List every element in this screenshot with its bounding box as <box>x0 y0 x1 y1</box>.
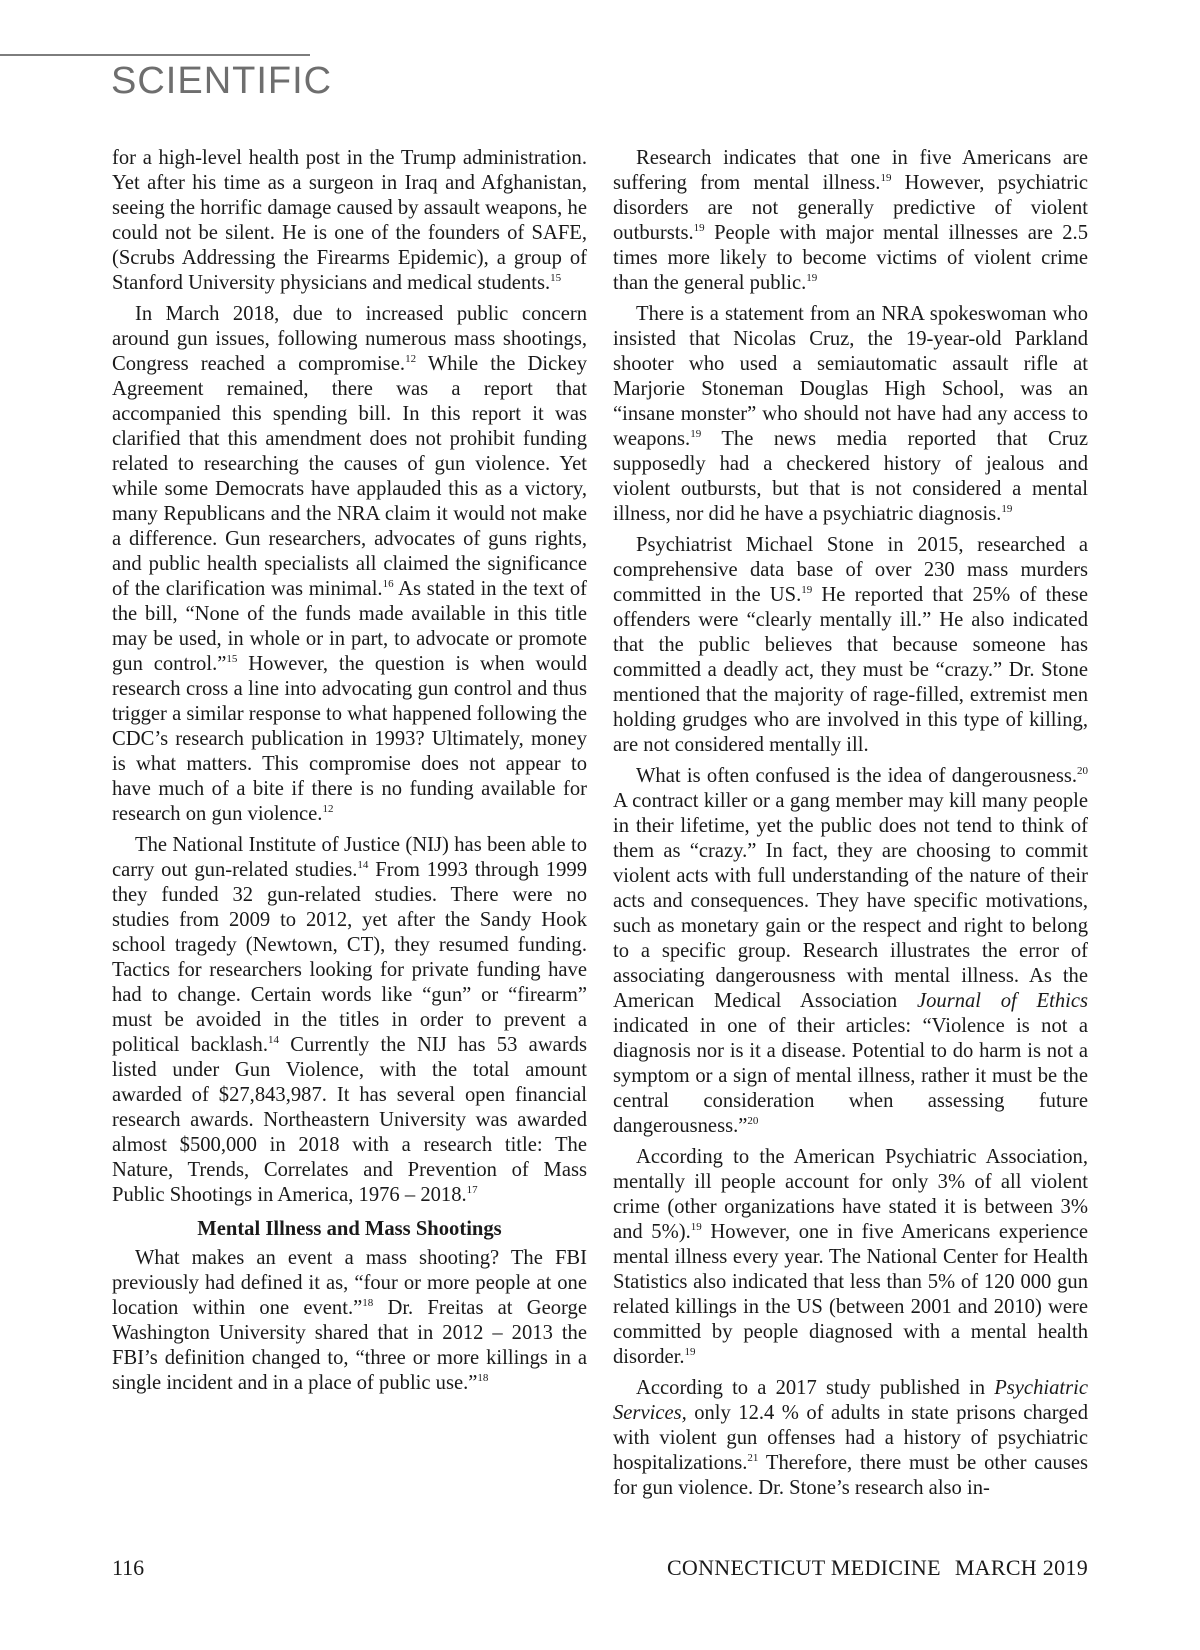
paragraph: What makes an event a mass shooting? The FBI previously had defined it as, “four or more people at one location within one event.”$^{18}$ Dr. Freitas at George Washington University shared that in 2012 – 2013 the FBI’s definition changed to, “three or more killings in a single incident and in a place of public use.”$^{18}$ <box>112 1247 587 1394</box>
citation[interactable]: 16 <box>382 578 394 591</box>
paragraph: Research indicates that one in five Americans are suffering from mental illness.$^{19}$ However, psychiatric disorders are not generally predictive of violent outbursts.$^{19}$ People with major mental illnesses are 2.5 times more likely to become victims of violent crime than the general public.$^{19}$ <box>613 147 1088 294</box>
journal-title: Psychiatric Services, <box>613 1377 1088 1424</box>
paragraph: According to the American Psychiatric Association, mentally ill people account for only 3% of all violent crime (other organizations have stated it is between 3% and 5%).$^{19}$ However, one in five Americans experience mental illness every year. The National Center for Health Statistics also indicated that less than 5% of 120 000 gun related killings in the US (between 2001 and 2010) were committed by people diagnosed with a mental health disorder.$^{19}$ <box>613 1146 1088 1368</box>
paragraph: There is a statement from an NRA spokeswoman who insisted that Nicolas Cruz, the 19-year-old Parkland shooter who used a semiautomatic assault rifle at Marjorie Stoneman Douglas High School, was an “insane monster” who should not have had any access to weapons.$^{19}$ The news media reported that Cruz supposedly had a checkered history of jealous and violent outbursts, but that is not considered a mental illness, nor did he have a psychiatric diagnosis.$^{19}$ <box>613 303 1088 525</box>
citation[interactable]: 19 <box>801 584 813 597</box>
paragraph: What is often confused is the idea of dangerousness.$^{20}$ A contract killer or a gang member may kill many people in their lifetime, yet the public does not tend to think of them as “crazy.” In fact, they are choosing to commit violent acts with full understanding of the nature of their acts and consequences. They have specific motivations, such as monetary gain or the respect and right to belong to a specific group. Research illustrates the error of associating dangerousness with mental illness. As the American Medical Association Journal of Ethics indicated in one of their articles: “Violence is not a diagnosis nor is it a disease. Potential to do harm is not a symptom or a sign of mental illness, rather it must be the central consideration when assessing future dangerousness.”$^{20}$ <box>613 765 1088 1137</box>
page-number: 116 <box>112 1555 145 1580</box>
section-label: SCIENTIFIC <box>111 60 333 102</box>
citation[interactable]: 19 <box>880 172 892 185</box>
citation[interactable]: 15 <box>550 272 562 285</box>
citation[interactable]: 19 <box>806 272 818 285</box>
citation[interactable]: 12 <box>405 353 417 366</box>
citation[interactable]: 19 <box>690 1221 702 1234</box>
paragraph: for a high-level health post in the Trump administration. Yet after his time as a surgeon in Iraq and Afghanistan, seeing the horrific damage caused by assault weapons, he could not be silent. He is one of the founders of SAFE, (Scrubs Addressing the Firearms Epidemic), a group of Stanford University physicians and medical students.$^{15}$ <box>112 147 587 294</box>
section-divider <box>0 54 310 56</box>
left-column <box>112 146 587 1402</box>
citation[interactable]: 20 <box>1077 765 1088 778</box>
citation[interactable]: 19 <box>690 428 702 441</box>
right-column <box>613 146 1088 1507</box>
citation[interactable]: 12 <box>322 803 334 816</box>
citation[interactable]: 19 <box>1001 503 1013 516</box>
citation[interactable]: 21 <box>747 1452 759 1465</box>
paragraph: The National Institute of Justice (NIJ) has been able to carry out gun-related studies.$^{14}$ From 1993 through 1999 they funded 32 gun-related studies. There were no studies from 2009 to 2012, yet after the Sandy Hook school tragedy (Newtown, CT), they resumed funding. Tactics for researchers looking for private funding have had to change. Certain words like “gun” or “firearm” must be avoided in the titles in order to prevent a political backlash.$^{14}$ Currently the NIJ has 53 awards listed under Gun Violence, with the total amount awarded of $27,843,987. It has several open financial research awards. Northeastern University was awarded almost $500,000 in 2018 with a research title: The Nature, Trends, Correlates and Prevention of Mass Public Shootings in America, 1976 – 2018.17 <box>112 834 587 1206</box>
journal-title: Journal of Ethics <box>916 990 1088 1012</box>
citation[interactable]: 20 <box>747 1115 759 1128</box>
section-heading: Mental Illness and Mass Shootings <box>197 1218 502 1240</box>
citation[interactable]: 19 <box>693 222 705 235</box>
citation[interactable]: 19 <box>684 1346 696 1359</box>
citation[interactable]: 14 <box>267 1034 279 1047</box>
citation[interactable]: 18 <box>362 1297 374 1310</box>
citation[interactable]: 14 <box>357 859 369 872</box>
citation[interactable]: 18 <box>477 1372 489 1385</box>
running-footer <box>667 1554 1088 1582</box>
citation[interactable]: 17 <box>466 1184 478 1197</box>
issue-date: MARCH 2019 <box>954 1555 1088 1580</box>
paragraph: Psychiatrist Michael Stone in 2015, researched a comprehensive data base of over 230 mass murders committed in the US.$^{19}$ He reported that 25% of these offenders were “clearly mentally ill.” He also indicated that the public believes that because someone has committed a deadly act, they must be “crazy.” Dr. Stone mentioned that the majority of rage-filled, extremist men holding grudges who are involved in this type of killing, are not considered mentally ill. <box>613 534 1088 756</box>
paragraph: According to a 2017 study published in Psychiatric Services, only 12.4 % of adults in state prisons charged with violent gun offenses had a history of psychiatric hospitalizations.$^{21}$ Therefore, there must be other causes for gun violence. Dr. Stone’s research also in- <box>613 1377 1088 1499</box>
paragraph: In March 2018, due to increased public concern around gun issues, following numerous mass shootings, Congress reached a compromise.$^{12}$ While the Dickey Agreement remained, there was a report that accompanied this spending bill. In this report it was clarified that this amendment does not prohibit funding related to researching the causes of gun violence. Yet while some Democrats have applauded this as a victory, many Republicans and the NRA claim it would not make a difference. Gun researchers, advocates of guns rights, and public health specialists all claimed the significance of the clarification was minimal.$^{16}$ As stated in the text of the bill, “None of the funds made available in this title may be used, in whole or in part, to advocate or promote gun control.”$^{15}$ However, the question is when would research cross a line into advocating gun control and thus trigger a similar response to what happened following the CDC’s research publication in 1993? Ultimately, money is what matters. This compromise does not appear to have much of a bite if there is no funding available for research on gun violence.$^{12}$ <box>112 303 588 825</box>
journal-name: CONNECTICUT MEDICINE <box>666 1555 941 1580</box>
citation[interactable]: 15 <box>226 653 238 666</box>
